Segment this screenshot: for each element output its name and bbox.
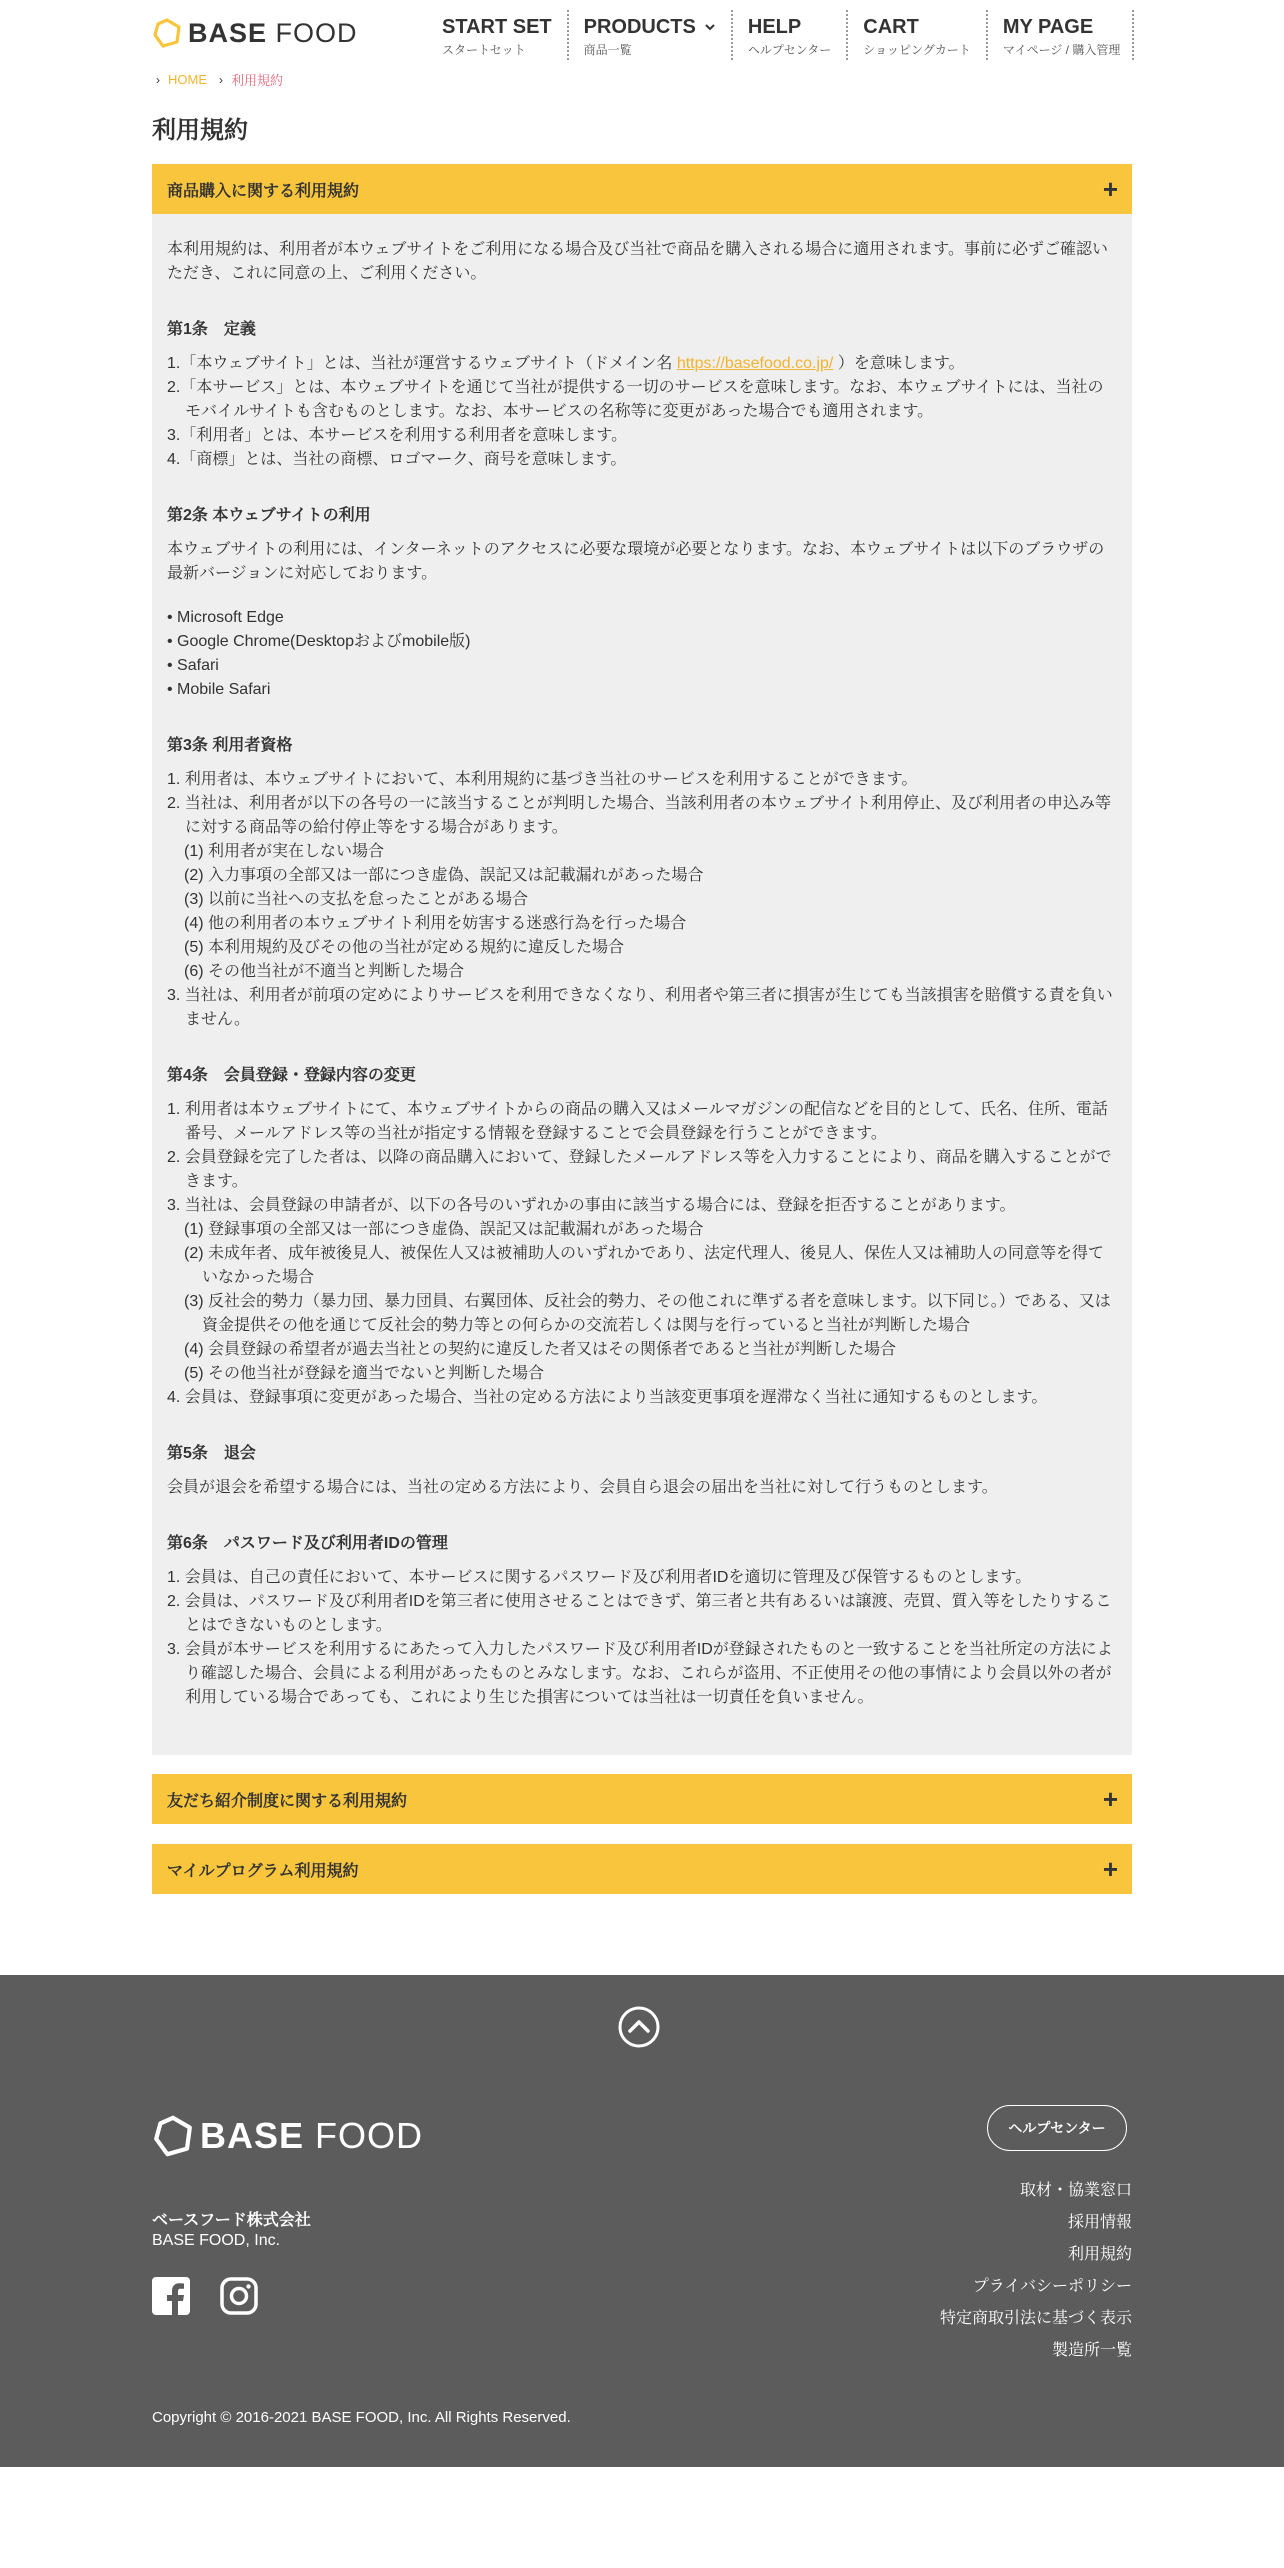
facebook-icon[interactable] — [152, 2277, 190, 2315]
logo-text-light: FOOD — [275, 17, 358, 48]
accordion-purchase-terms[interactable] — [152, 164, 1132, 214]
breadcrumb-current: 利用規約 — [231, 73, 284, 88]
accordion-title: 商品購入に関する利用規約 — [167, 182, 360, 200]
footer-logo[interactable] — [152, 2115, 423, 2157]
nav-start-set-sub: スタートセット — [442, 43, 526, 57]
nav-cart-sub: ショッピングカート — [863, 43, 971, 57]
nav-products[interactable] — [569, 10, 733, 60]
article-1-item-4: 4.「商標」とは、当社の商標、ロゴマーク、商号を意味します。 — [167, 451, 627, 468]
nav-cart[interactable] — [848, 10, 988, 60]
article-1-item-2: 2.「本サービス」とは、本ウェブサイトを通じて当社が提供する一切のサービスを意味します。なお、本ウェブサイトには、当社のモバイルサイトも含むものとします。なお、本サービスの名称等に変更があった場合でも適用されます。 — [167, 379, 1104, 420]
browser-item: • Microsoft Edge — [167, 609, 284, 626]
nav-products-sub: 商品一覧 — [583, 43, 632, 57]
accordion-mile-program-terms[interactable] — [152, 1844, 1132, 1894]
footer-link-press[interactable]: 取材・協業窓口 — [1019, 2182, 1132, 2199]
instagram-icon[interactable] — [220, 2277, 258, 2315]
company-name-en: BASE FOOD, Inc. — [152, 2232, 281, 2249]
help-center-button[interactable]: ヘルプセンター — [987, 2105, 1127, 2151]
article-4-item-3: 3. 当社は、会員登録の申請者が、以下の各号のいずれかの事由に該当する場合には、登録を拒否することがあります。 — [167, 1197, 1016, 1214]
article-1-item-1 — [167, 352, 1118, 376]
article-6-item-2: 2. 会員は、パスワード及び利用者IDを第三者に使用させることはできず、第三者と共有あるいは譲渡、売買、質入等をしたりすることはできないものとします。 — [167, 1593, 1112, 1634]
footer-logo-light: FOOD — [315, 2115, 424, 2156]
article-3-sub-item: (2) 入力事項の全部又は一部につき虚偽、誤記又は記載漏れがあった場合 — [184, 867, 704, 884]
company-name-ja: ベースフード株式会社 — [152, 2212, 311, 2229]
article-4-item-1: 1. 利用者は本ウェブサイトにて、本ウェブサイトからの商品の購入又はメールマガジンの配信などを目的として、氏名、住所、電話番号、メールアドレス等の当社が指定する情報を登録することで会員登録を行うことができます。 — [167, 1101, 1108, 1142]
article-4-sub-item: (3) 反社会的勢力（暴力団、暴力団員、右翼団体、反社会的勢力、その他これに準ずる者を意味します。以下同じ。）である、又は資金提供その他を通じて反社会的勢力等との何らかの交流若しくは関与を行っていると当社が判断した場合 — [184, 1293, 1111, 1334]
article-6-title: 第6条 パスワード及び利用者IDの管理 — [167, 1535, 448, 1552]
article-5-title: 第5条 退会 — [167, 1445, 256, 1462]
plus-icon: + — [1102, 1854, 1118, 1884]
article-3-item-2: 2. 当社は、利用者が以下の各号の一に該当することが判明した場合、当該利用者の本ウェブサイト利用停止、及び利用者の申込み等に対する商品等の給付停止等をする場合があります。 — [167, 795, 1112, 836]
article-5-body: 会員が退会を希望する場合には、当社の定める方法により、会員自ら退会の届出を当社に対して行うものとします。 — [167, 1479, 998, 1496]
article-2-title: 第2条 本ウェブサイトの利用 — [167, 507, 371, 524]
article-3-sub-item: (4) 他の利用者の本ウェブサイト利用を妨害する迷惑行為を行った場合 — [184, 915, 687, 932]
nav-help-sub: ヘルプセンター — [747, 43, 832, 57]
accordion-title: 友だち紹介制度に関する利用規約 — [167, 1792, 408, 1810]
base-food-logo-icon — [152, 2115, 194, 2157]
footer-logo-bold: BASE — [200, 2115, 305, 2156]
nav-start-set[interactable] — [427, 10, 569, 60]
article-3-sub-item: (5) 本利用規約及びその他の当社が定める規約に違反した場合 — [184, 939, 625, 956]
page-title: 利用規約 — [152, 117, 248, 144]
accordion-purchase-terms-body — [152, 214, 1132, 1755]
breadcrumb-chevron-icon: › — [219, 72, 223, 87]
article-1-item-3: 3.「利用者」とは、本サービスを利用する利用者を意味します。 — [167, 427, 628, 444]
browser-item: • Google Chrome(Desktopおよびmobile版) — [167, 633, 471, 650]
article-3-item-3: 3. 当社は、利用者が前項の定めによりサービスを利用できなくなり、利用者や第三者に損害が生じても当該損害を賠償する責を負いません。 — [167, 987, 1113, 1028]
article-6-item-3: 3. 会員が本サービスを利用するにあたって入力したパスワード及び利用者IDが登録されたものと一致することを当社所定の方法により確認した場合、会員による利用があったものとみなします。なお、これらが盗用、不正使用その他の事情により会員以外の者が利用している場合であっても、これにより生じた損害については当社は一切責任を負いません。 — [167, 1641, 1113, 1706]
nav-help-label: HELP — [747, 16, 802, 38]
accordion-title: マイルプログラム利用規約 — [167, 1862, 359, 1880]
footer-link-factories[interactable]: 製造所一覧 — [1051, 2342, 1132, 2359]
plus-icon: + — [1102, 1784, 1118, 1814]
browser-item: • Mobile Safari — [167, 681, 271, 698]
footer-link-privacy[interactable]: プライバシーポリシー — [972, 2278, 1132, 2295]
article-2-body: 本ウェブサイトの利用には、インターネットのアクセスに必要な環境が必要となります。なお、本ウェブサイトは以下のブラウザの最新バージョンに対応しております。 — [167, 541, 1105, 582]
breadcrumb-home-link[interactable]: HOME — [168, 72, 207, 87]
footer-links — [940, 2175, 1132, 2367]
article-3-item-1: 1. 利用者は、本ウェブサイトにおいて、本利用規約に基づき当社のサービスを利用することができます。 — [167, 771, 918, 788]
article-3-sub-item: (6) その他当社が不適当と判断した場合 — [184, 963, 465, 980]
footer-link-tokushoho[interactable]: 特定商取引法に基づく表示 — [939, 2310, 1132, 2327]
accordion-referral-terms[interactable] — [152, 1774, 1132, 1824]
article-4-sub-item: (1) 登録事項の全部又は一部につき虚偽、誤記又は記載漏れがあった場合 — [184, 1221, 704, 1238]
footer-link-terms[interactable]: 利用規約 — [1067, 2246, 1132, 2263]
breadcrumb-chevron-icon: › — [156, 72, 160, 87]
terms-intro: 本利用規約は、利用者が本ウェブサイトをご利用になる場合及び当社で商品を購入される場合に適用されます。事前に必ずご確認いただき、これに同意の上、ご利用ください。 — [167, 241, 1108, 282]
site-footer — [0, 1975, 1284, 2467]
nav-my-page-label: MY PAGE — [1002, 16, 1094, 38]
article-6-item-1: 1. 会員は、自己の責任において、本サービスに関するパスワード及び利用者IDを適切に管理及び保管するものとします。 — [167, 1569, 1032, 1586]
site-logo[interactable] — [152, 16, 358, 50]
article-4-item-2: 2. 会員登録を完了した者は、以降の商品購入において、登録したメールアドレス等を入力することにより、商品を購入することができます。 — [167, 1149, 1112, 1190]
logo-text-bold: BASE — [188, 17, 268, 48]
article-4-title: 第4条 会員登録・登録内容の変更 — [167, 1067, 416, 1084]
article-1-title: 第1条 定義 — [167, 321, 256, 338]
main-nav — [427, 10, 1134, 60]
plus-icon: + — [1102, 174, 1118, 204]
browser-item: • Safari — [167, 657, 219, 674]
nav-start-set-label: START SET — [442, 16, 552, 38]
nav-products-label: PRODUCTS — [583, 16, 696, 38]
chevron-down-icon — [704, 21, 716, 33]
domain-link[interactable]: https://basefood.co.jp/ — [676, 355, 834, 372]
copyright: Copyright © 2016-2021 BASE FOOD, Inc. All Rights Reserved. — [152, 2409, 571, 2426]
nav-cart-label: CART — [863, 16, 919, 38]
article-3-title: 第3条 利用者資格 — [167, 737, 293, 754]
back-to-top-icon[interactable] — [617, 2005, 661, 2049]
nav-my-page-sub: マイページ / 購入管理 — [1002, 43, 1121, 57]
base-food-logo-icon — [152, 18, 182, 48]
article-3-sub-item: (3) 以前に当社への支払を怠ったことがある場合 — [184, 891, 529, 908]
article-4-sub-item: (4) 会員登録の希望者が過去当社との契約に違反した者又はその関係者であると当社が判断した場合 — [184, 1341, 897, 1358]
site-header — [152, 0, 1132, 64]
nav-help[interactable] — [733, 10, 848, 60]
article-4-sub-item: (5) その他当社が登録を適当でないと判断した場合 — [184, 1365, 545, 1382]
article-1-item-1-post: ）を意味します。 — [837, 355, 965, 372]
article-3-sub-item: (1) 利用者が実在しない場合 — [184, 843, 385, 860]
article-1-item-1-pre: 1.「本ウェブサイト」とは、当社が運営するウェブサイト（ドメイン名 — [167, 355, 673, 372]
article-4-item-4: 4. 会員は、登録事項に変更があった場合、当社の定める方法により当該変更事項を遅滞なく当社に通知するものとします。 — [167, 1389, 1048, 1406]
nav-my-page[interactable] — [988, 10, 1135, 60]
article-4-sub-item: (2) 未成年者、成年被後見人、被保佐人又は被補助人のいずれかであり、法定代理人、後見人、保佐人又は補助人の同意等を得ていなかった場合 — [184, 1245, 1105, 1286]
footer-link-recruit[interactable]: 採用情報 — [1067, 2214, 1132, 2231]
breadcrumb — [156, 70, 283, 89]
